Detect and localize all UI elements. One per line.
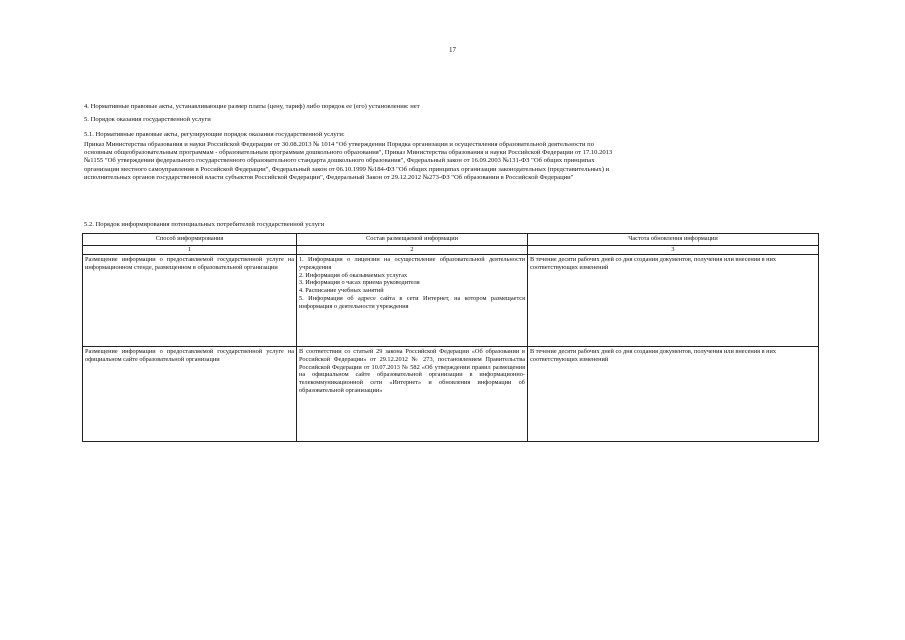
section-5-1-heading: 5.1. Нормативные правовые акты, регулирующие порядок оказания государственной услуги: bbox=[84, 131, 345, 138]
content-cell bbox=[297, 347, 528, 442]
legal-acts-line: исполнительных органов государственной власти субъектов Российской Федерации", Федеральный Закон от 29.12.2012 №273-ФЗ "Об образовании в Российской Федерации" bbox=[84, 173, 574, 181]
header-frequency: Частота обновления информации bbox=[528, 234, 819, 246]
frequency-cell: В течение десяти рабочих дней со дня создания документов, получения или внесения в них соответствующих изменений bbox=[528, 255, 819, 347]
column-number: 3 bbox=[528, 246, 819, 255]
table-row bbox=[83, 255, 819, 347]
table-row bbox=[83, 347, 819, 442]
header-content: Состав размещаемой информации bbox=[297, 234, 528, 246]
header-method: Способ информирования bbox=[83, 234, 297, 246]
table-number-row bbox=[83, 246, 819, 255]
column-number: 2 bbox=[297, 246, 528, 255]
legal-acts-line: №1155 "Об утверждении федерального государственного образовательного стандарта дошкольного образования", Федеральный закон от 16.09.2003 №131-ФЗ "Об общих принципах bbox=[84, 157, 595, 165]
legal-acts-line: Приказ Министерства образования и науки Российской Федерации от 30.08.2013 № 1014 "Об утверждении Порядка организации и осуществления образовательной деятельности по bbox=[84, 141, 594, 148]
column-number: 1 bbox=[83, 246, 297, 255]
content-item: 5. Информация об адресе сайта в сети Интернет, на котором размещается информация о деятельности учреждения bbox=[299, 294, 525, 310]
table-header-row bbox=[83, 234, 819, 246]
legal-acts-line: организации местного самоуправления в Российской Федерации", Федеральный закон от 06.10.1999 №184-ФЗ "Об общих принципах организации законодательных (представительных) и bbox=[84, 165, 610, 173]
frequency-cell: В течение десяти рабочих дней со дня создания документов, получения или внесения в них соответствующих изменений bbox=[528, 347, 819, 442]
page-number: 17 bbox=[449, 46, 456, 54]
content-item: 3. Информация о часах приема руководителя bbox=[299, 279, 420, 287]
information-table bbox=[82, 233, 819, 442]
method-cell: Размещение информации о предоставляемой государственной услуге на информационном стенде, размещенном в образовательной организации bbox=[83, 255, 297, 347]
section-4-fee-acts: 4. Нормативные правовые акты, устанавливающие размер платы (цену, тариф) либо порядок ее (его) установления: нет bbox=[84, 103, 420, 110]
content-cell bbox=[297, 255, 528, 347]
content-item: 4. Расписание учебных занятий bbox=[299, 287, 384, 295]
legal-acts-list bbox=[84, 141, 824, 182]
content-item: В соответствии со статьей 29 закона Российской Федерации «Об образовании в Российской Федерации» от 29.12.2012 № 273, постановлением Правительства Российской Федерации от 10.07.2013 № 582 «Об утверждении правил размещения на официальном сайте образовательной организации в информационно-телекоммуникационной сети «Интернет» и обновления информации об образовательной организации» bbox=[299, 348, 525, 394]
section-5-2-heading: 5.2. Порядок информирования потенциальных потребителей государственной услуги bbox=[84, 221, 325, 228]
method-cell: Размещение информации о предоставляемой государственной услуге на официальном сайте образовательной организации bbox=[83, 347, 297, 442]
content-item: 1. Информация о лицензии на осуществление образовательной деятельности учреждения bbox=[299, 256, 525, 271]
section-5-heading: 5. Порядок оказания государственной услуги bbox=[84, 116, 211, 123]
content-item: 2. Информация об оказываемых услугах bbox=[299, 271, 408, 279]
legal-acts-line: основным общеобразовательным программам - образовательным программам дошкольного образования", Приказ Министерства образования и науки Российской Федерации от 17.10.2013 bbox=[84, 149, 613, 157]
